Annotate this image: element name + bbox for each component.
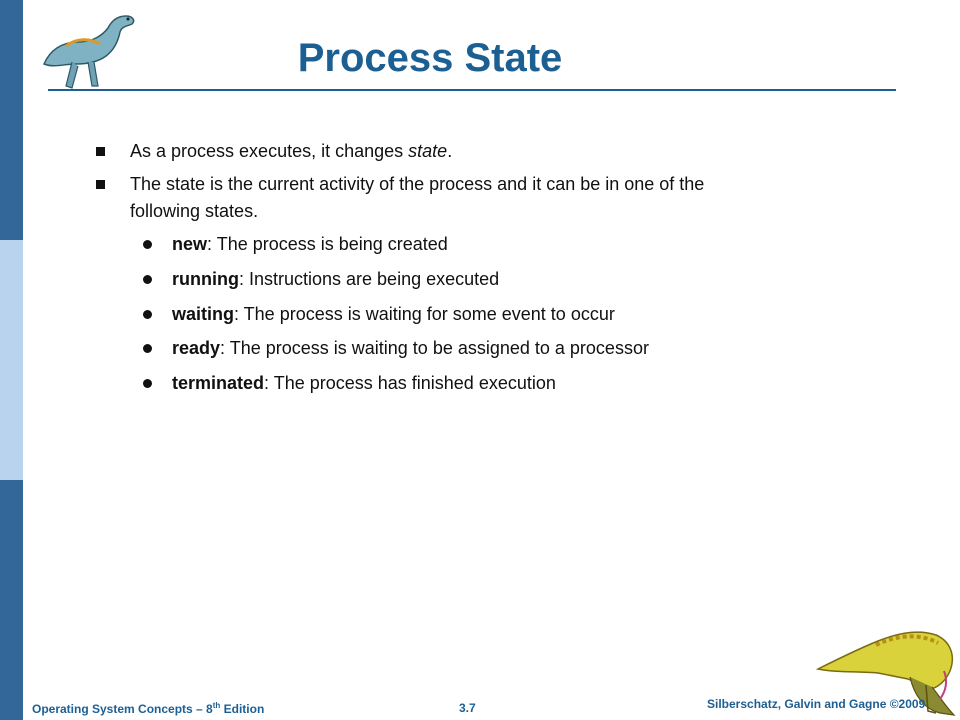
bullet-text-line: following states.: [130, 201, 259, 221]
bullet-text-part: As a process executes, it changes: [130, 141, 409, 161]
state-description: : The process has finished execution: [264, 373, 556, 393]
state-item: [172, 302, 615, 326]
bullet-text: [130, 139, 452, 163]
square-bullet-icon: [96, 147, 105, 156]
state-item: [172, 267, 499, 291]
state-term: terminated: [172, 373, 265, 393]
round-bullet-icon: [143, 310, 152, 319]
state-description: : Instructions are being executed: [238, 269, 500, 289]
bullet-text-line: The state is the current activity of the process and it can be in one of the: [130, 174, 705, 194]
state-term: running: [172, 269, 239, 289]
state-description: : The process is waiting to be assigned to a processor: [220, 338, 649, 358]
round-bullet-icon: [143, 344, 152, 353]
state-term: ready: [172, 338, 221, 358]
footer-copyright: Silberschatz, Galvin and Gagne ©2009: [707, 697, 926, 711]
bullet-emphasis: state: [408, 141, 448, 161]
footer-text: Operating System Concepts – 8: [32, 702, 213, 716]
footer-text: Edition: [220, 702, 265, 716]
square-bullet-icon: [96, 180, 105, 189]
state-item: [172, 232, 448, 256]
state-description: : The process is waiting for some event to occur: [234, 304, 615, 324]
footer-book-title: [32, 701, 264, 716]
page-number: 3.7: [459, 701, 476, 715]
slide-title: Process State: [297, 36, 563, 80]
bullet-text-part: .: [447, 141, 453, 161]
round-bullet-icon: [143, 275, 152, 284]
state-item: [172, 371, 556, 395]
round-bullet-icon: [143, 379, 152, 388]
round-bullet-icon: [143, 240, 152, 249]
state-item: [172, 336, 649, 360]
state-term: new: [172, 234, 208, 254]
footer-superscript: th: [212, 701, 221, 710]
state-description: : The process is being created: [207, 234, 448, 254]
state-term: waiting: [172, 304, 234, 324]
